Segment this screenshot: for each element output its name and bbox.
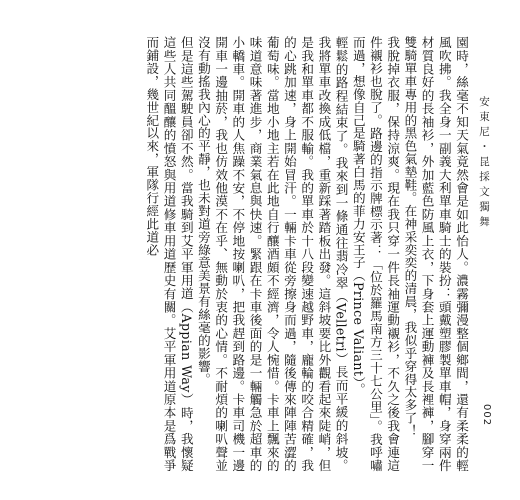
paragraph-4: 但是這些駕駛員卻不然。當我騎到艾平軍用道（Appian Way）時，我懷疑這些人共同醞釀的憤怒與用道修車用道歷史有關。艾平軍用道原本是爲戰爭而鋪設，幾世紀以來，軍隊行經此道必	[144, 36, 194, 472]
paragraph-1: 園時，絲毫不知天氣竟然會是如此怡人。濃霧彌漫整個鄉間，還有柔柔的輕風吹拂。我全身一副義大利單車騎士的裝扮：頭戴塑膠製單車帽，身穿兩件材質良好的長袖衫，外加藍色防風上衣，下身套上運動褲及長裡褲，腳穿一雙騎單車專用的黑色氣墊鞋。在神采奕奕的清晨，我似乎穿得太多了！	[402, 36, 469, 472]
page-number: 002	[481, 404, 492, 427]
running-head-title: 安東尼・昆採文獨舞	[478, 96, 490, 231]
paragraph-2: 我脫掉衣服，保持涼爽。現在我只穿一件長袖運動襯衫，不久之後我會連這件襯衫也脫了。路邊的指示牌標示著：「位於羅馬南方三十七公里」。我呼嘯而過，想像自己是騎著白馬的菲力安王子（Prince Valiant）。	[350, 36, 401, 472]
paragraph-3: 輕鬆的路程結束了。我來到一條通往翡冷翠（Velletri）長而平緩的斜坡。我將單車改換成低檔，重新踩著踏板出發。這斜坡要比外觀看起來陡峭，但是我和單車都不服輸。我的單車於十八段變速越野車，龐輪的咬合精確，我的心跳加速，身上開始冒汗。一輛卡車從旁擦身而過，隨後傳來陣陣苦澀的葡萄味。當地小地主若在此地自行釀酒頗不經濟，令人惋惜。卡車上飄來的味道意味著進步，商業氣息與快速。緊跟在卡車後面的是一輛觸急於超車的小轎車。開車的人焦躁不安，不停地按喇叭，把我趕到路邊。卡車司機一邊開車一邊抽菸，我也仿效他漠不在乎、無動於衷的心情。不耐煩的喇叭聲並沒有動搖我內心的平靜，也未對道旁綠意美景有絲毫的影響。	[195, 36, 349, 472]
body-text	[144, 36, 470, 472]
